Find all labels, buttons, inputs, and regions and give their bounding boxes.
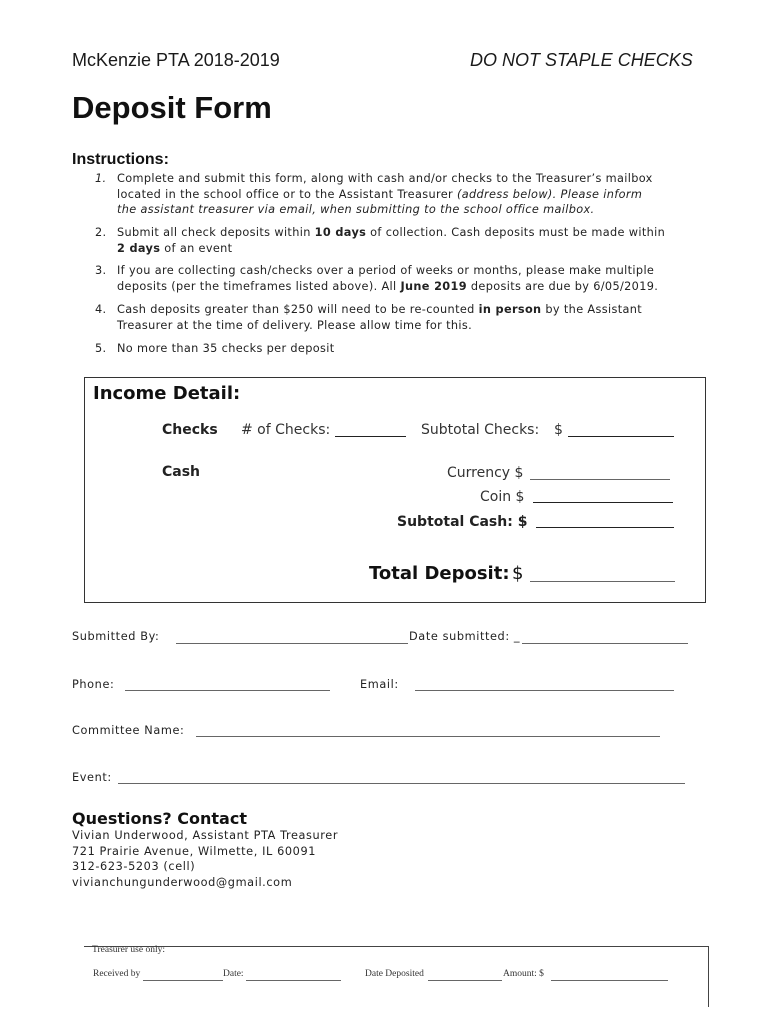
instruction-text: Complete and submit this form, along with cash and/or checks to the Treasurer’s mailbox [117,172,653,185]
committee-name-label: Committee Name: [72,724,185,737]
org-header: McKenzie PTA 2018-2019 [72,50,280,70]
instruction-text: of collection. Cash deposits must be made within [366,226,666,239]
page-title: Deposit Form [72,90,272,125]
contact-address: 721 Prairie Avenue, Wilmette, IL 60091 [72,845,317,858]
received-by-label: Received by [93,969,141,979]
amount-field[interactable] [551,980,668,981]
instruction-text-bold: 2 days [117,241,161,255]
instruction-text: Cash deposits greater than $250 will need to be re-counted [117,303,479,316]
date-submitted-label: Date submitted: _ [409,630,521,643]
instruction-text: by the Assistant [541,303,643,316]
income-detail-title: Income Detail: [93,383,241,404]
date-submitted-field[interactable] [522,643,688,644]
total-deposit-label: Total Deposit: [369,563,510,584]
currency-label: Currency $ [447,465,524,481]
treasurer-date-field[interactable] [246,980,341,981]
submitted-by-field[interactable] [176,643,408,644]
instruction-text-bold: 10 days [314,226,367,239]
num-checks-field[interactable] [335,436,406,437]
phone-field[interactable] [125,690,330,691]
subtotal-checks-dollar: $ [554,422,563,438]
num-checks-label: # of Checks: [241,422,331,438]
instruction-text: No more than 35 checks per deposit [117,342,335,355]
coin-label: Coin $ [480,489,525,505]
cash-label: Cash [162,464,201,480]
currency-field[interactable] [530,479,670,480]
questions-heading: Questions? Contact [72,809,247,828]
subtotal-cash-label: Subtotal Cash: $ [397,514,528,530]
instruction-item-4 [95,302,697,333]
instruction-text: of an event [160,241,233,255]
total-deposit-dollar: $ [512,563,524,584]
event-label: Event: [72,771,112,784]
amount-label: Amount: $ [503,969,544,979]
treasurer-heading: Treasurer use only: [92,945,165,955]
date-deposited-label: Date Deposited [365,969,424,979]
instruction-item-1 [95,171,697,218]
treasurer-date-label: Date: [223,969,244,979]
coin-field[interactable] [533,502,673,503]
instruction-text: Submit all check deposits within [117,226,315,239]
instruction-number: 3. [95,264,107,277]
instruction-number: 5. [95,342,107,355]
instruction-text: deposits (per the timeframes listed above). All [117,279,401,293]
instruction-item-3 [95,263,697,294]
date-deposited-field[interactable] [428,980,502,981]
instruction-text: located in the school office or to the Assistant Treasurer [117,187,457,201]
instruction-text: If you are collecting cash/checks over a period of weeks or months, please make multiple [117,264,655,277]
instructions-heading: Instructions: [72,151,169,168]
instruction-number: 4. [95,303,107,316]
contact-name: Vivian Underwood, Assistant PTA Treasurer [72,829,339,842]
instruction-number: 1. [95,172,107,185]
instruction-item-5 [95,341,697,357]
instruction-text: deposits are due by 6/05/2019. [466,279,659,293]
email-field[interactable] [415,690,674,691]
submitted-by-label: Submitted By: [72,630,160,643]
received-by-field[interactable] [143,980,223,981]
total-deposit-field[interactable] [530,581,675,582]
contact-phone: 312-623-5203 (cell) [72,860,196,873]
email-label: Email: [360,678,399,691]
subtotal-checks-label: Subtotal Checks: [421,422,540,438]
contact-email: vivianchungunderwood@gmail.com [72,876,293,889]
staple-notice: DO NOT STAPLE CHECKS [470,50,693,70]
instruction-number: 2. [95,226,107,239]
phone-label: Phone: [72,678,115,691]
checks-label: Checks [162,422,218,438]
instruction-item-2 [95,225,697,256]
instruction-text-bold: June 2019 [400,279,467,293]
subtotal-checks-field[interactable] [568,436,674,437]
instruction-text-bold: in person [478,303,542,316]
event-field[interactable] [118,783,685,784]
instruction-text-italic: (address below). Please inform [456,187,643,201]
subtotal-cash-field[interactable] [536,527,674,528]
instruction-text: Treasurer at the time of delivery. Please allow time for this. [117,318,473,332]
committee-name-field[interactable] [196,736,660,737]
instruction-text-italic: the assistant treasurer via email, when submitting to the school office mailbox. [117,203,595,216]
